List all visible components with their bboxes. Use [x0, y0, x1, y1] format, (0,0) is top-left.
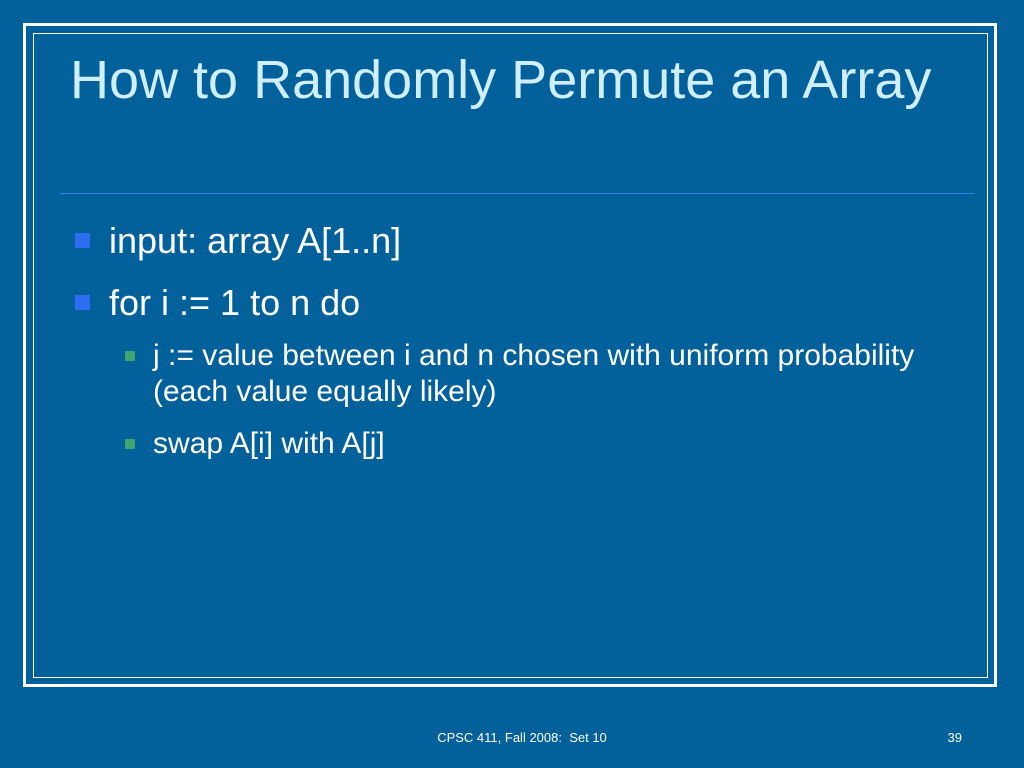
- small-square-bullet-icon: [125, 439, 135, 449]
- bullet-list: [75, 220, 955, 478]
- bullet-text: for i := 1 to n do: [109, 282, 361, 323]
- bullet-item-input: [75, 220, 955, 262]
- footer-course-label: CPSC 411, Fall 2008: Set 10: [437, 730, 607, 745]
- sub-bullet-list: [125, 338, 955, 462]
- sub-bullet-text: swap A[i] with A[j]: [153, 427, 385, 460]
- sub-bullet-item-choose: [125, 338, 955, 410]
- slide-page-number: 39: [947, 730, 962, 745]
- slide-title: How to Randomly Permute an Array: [70, 50, 932, 110]
- sub-bullet-text: j := value between i and n chosen with uniform probability (each value equally likely): [153, 339, 915, 408]
- title-divider: [60, 193, 974, 194]
- sub-bullet-item-swap: [125, 426, 955, 462]
- square-bullet-icon: [75, 233, 90, 248]
- small-square-bullet-icon: [125, 351, 135, 361]
- sub-bullet-container: [75, 338, 955, 462]
- square-bullet-icon: [75, 295, 90, 310]
- bullet-item-loop: [75, 282, 955, 324]
- bullet-text: input: array A[1..n]: [109, 220, 402, 261]
